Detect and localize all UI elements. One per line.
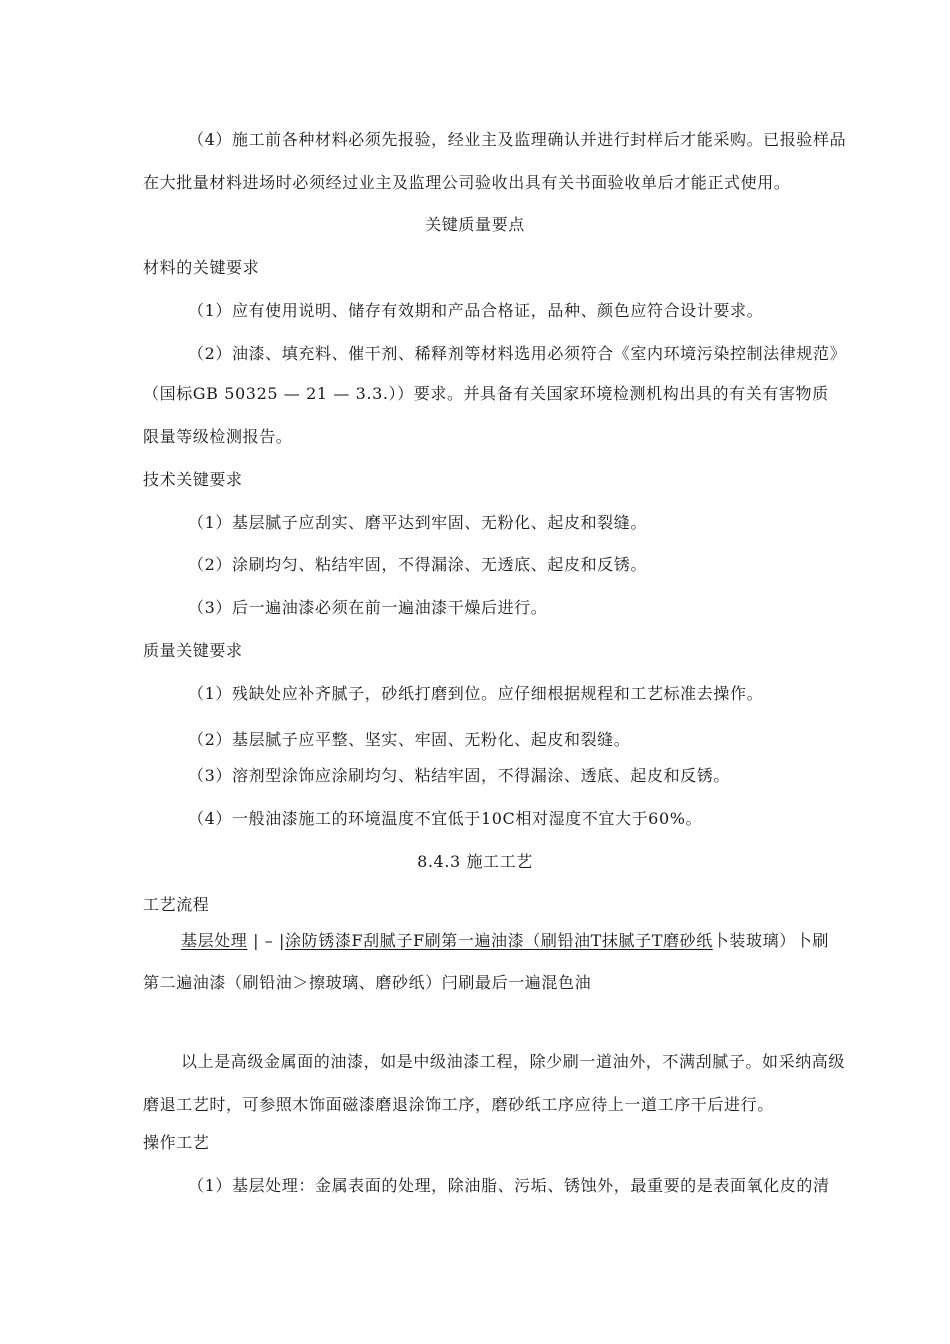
subheading: 操作工艺	[143, 1133, 210, 1152]
list-item: （1）残缺处应补齐腻子，砂纸打磨到位。应仔细根据规程和工艺标准去操作。	[188, 684, 764, 703]
paragraph-line: 在大批量材料进场时必须经过业主及监理公司验收出具有关书面验收单后才能正式使用。	[143, 173, 791, 192]
flow-separator: | – |	[253, 931, 286, 950]
list-item: （1）基层处理：金属表面的处理，除油脂、污垢、锈蚀外，最重要的是表面氧化皮的清	[188, 1176, 830, 1195]
subheading: 技术关键要求	[143, 470, 243, 489]
list-item: （1）基层腻子应刮实、磨平达到牢固、无粉化、起皮和裂缝。	[188, 513, 647, 532]
section-title: 8.4.3 施工工艺	[417, 852, 533, 871]
paragraph-line: 磨退工艺时，可参照木饰面磁漆磨退涂饰工序，磨砂纸工序应待上一道工序干后进行。	[143, 1095, 774, 1114]
list-item: （1）应有使用说明、储存有效期和产品合格证，品种、颜色应符合设计要求。	[188, 301, 764, 320]
list-item: （2）基层腻子应平整、坚实、牢固、无粉化、起皮和裂缝。	[188, 730, 631, 749]
subheading: 工艺流程	[143, 895, 210, 914]
list-item: （4）一般油漆施工的环境温度不宜低于10C相对湿度不宜大于60%。	[188, 809, 703, 828]
process-flow-line	[181, 930, 923, 952]
subheading: 材料的关键要求	[143, 258, 260, 277]
list-item-continuation: （国标GB 50325 — 21 — 3.3.））要求。并具备有关国家环境检测机构出具的有关有害物质	[143, 384, 829, 403]
list-item: （2）油漆、填充料、催干剂、稀释剂等材料选用必须符合《室内环境污染控制法律规范》	[188, 344, 847, 363]
flow-steps-tail: 卜装玻璃）卜刷	[712, 931, 829, 950]
list-item: （3）后一遍油漆必须在前一遍油漆干燥后进行。	[188, 598, 548, 617]
list-item: （3）溶剂型涂饰应涂刷均匀、粘结牢固，不得漏涂、透底、起皮和反锈。	[188, 766, 730, 785]
list-item-continuation: 限量等级检测报告。	[143, 427, 293, 446]
process-flow-line: 第二遍油漆（刷铅油＞擦玻璃、磨砂纸）闩刷最后一遍混色油	[143, 973, 592, 992]
flow-steps: 涂防锈漆F刮腻子F刷第一遍油漆（刷铅油T抹腻子T磨砂纸	[285, 931, 713, 950]
paragraph-line: （4）施工前各种材料必须先报验，经业主及监理确认并进行封样后才能采购。已报验样品	[188, 130, 847, 149]
paragraph-line: 以上是高级金属面的油漆，如是中级油漆工程，除少刷一道油外，不满刮腻子。如采纳高级	[181, 1052, 846, 1071]
subheading: 质量关键要求	[143, 641, 243, 660]
section-heading: 关键质量要点	[425, 215, 525, 234]
list-item: （2）涂刷均匀、粘结牢固，不得漏涂、无透底、起皮和反锈。	[188, 555, 647, 574]
flow-step-base: 基层处理	[181, 931, 248, 950]
